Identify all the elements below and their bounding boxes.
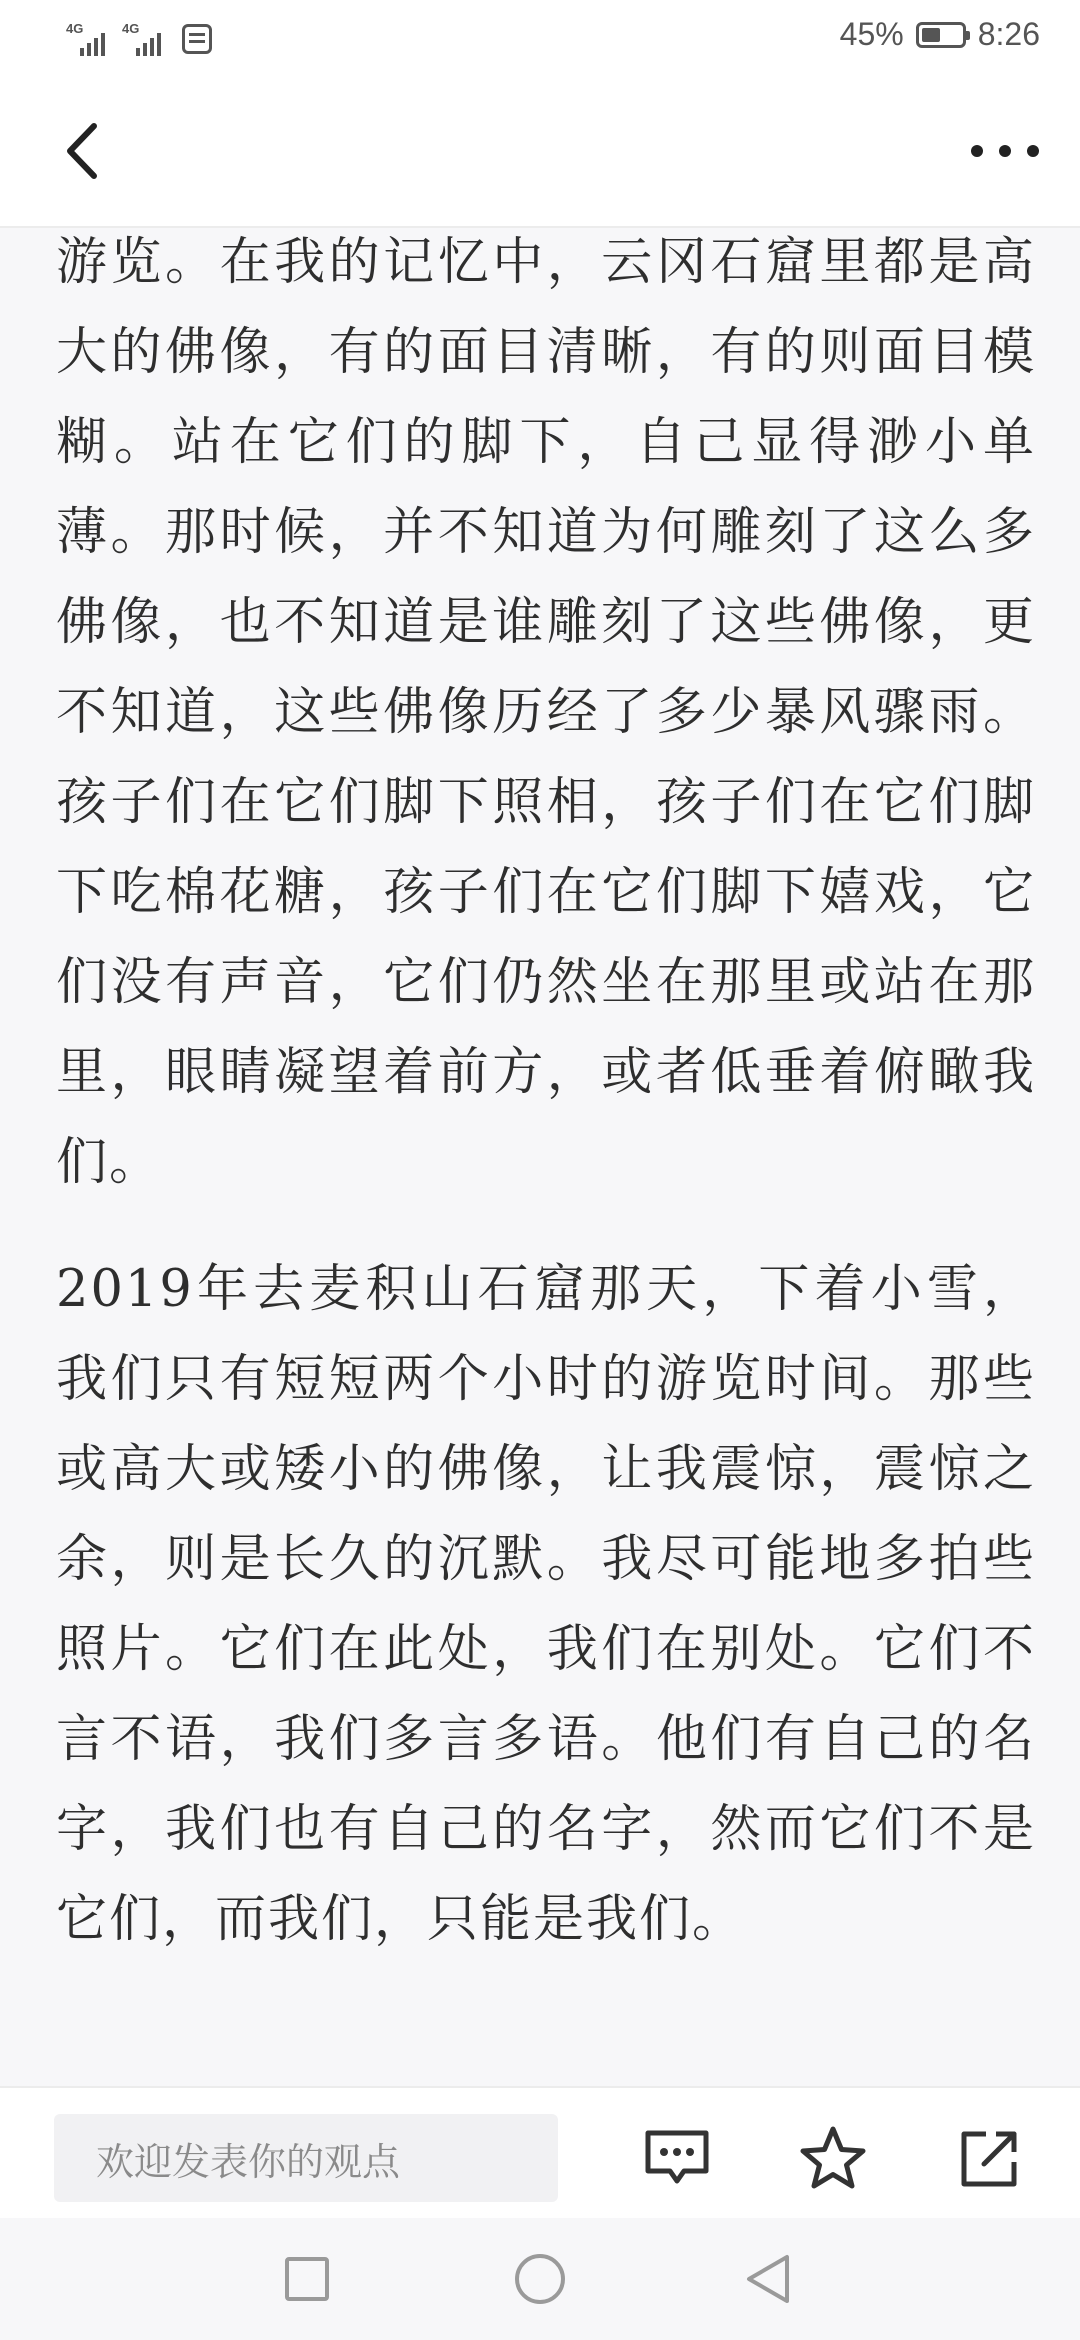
more-horizontal-icon (965, 141, 1045, 161)
home-button[interactable] (505, 2244, 575, 2314)
article-paragraph: 游览。在我的记忆中，云冈石窟里都是高大的佛像，有的面目清晰，有的则面目模糊。站在它们的脚下，自己显得渺小单薄。那时候，并不知道为何雕刻了这么多佛像，也不知道是谁雕刻了这些佛像，更不知道，这些佛像历经了多少暴风骤雨。孩子们在它们脚下照相，孩子们在它们脚下吃棉花糖，孩子们在它们脚下嬉戏，它们没有声音，它们仍然坐在那里或站在那里，眼睛凝望着前方，或者低垂着俯瞰我们。 (56, 233, 1036, 1192)
star-icon (798, 2124, 868, 2194)
battery-percent: 45% (839, 16, 904, 52)
circle-icon (512, 2251, 568, 2307)
more-options-button[interactable] (950, 106, 1060, 196)
comment-icon (642, 2127, 712, 2191)
system-back-button[interactable] (733, 2244, 803, 2314)
status-right (840, 16, 1040, 53)
signal-icon (66, 22, 112, 58)
chevron-left-icon (60, 116, 110, 186)
app-header (0, 76, 1080, 228)
comment-placeholder: 欢迎发表你的观点 (96, 2139, 401, 2184)
battery-icon (916, 22, 966, 48)
recents-button[interactable] (272, 2244, 342, 2314)
article-content (0, 228, 1080, 2086)
article-paragraph: 2019年去麦积山石窟那天，下着小雪，我们只有短短两个小时的游览时间。那些或高大或矮小的佛像，让我震惊，震惊之余，则是长久的沉默。我尽可能地多拍些照片。它们在此处，我们在别处。它们不言不语，我们多言多语。他们有自己的名字，我们也有自己的名字，然而它们不是它们，而我们，只能是我们。 (56, 1260, 1036, 1949)
favorite-button[interactable] (788, 2114, 878, 2204)
comments-button[interactable] (632, 2114, 722, 2204)
article-text (56, 228, 1036, 1965)
bottom-toolbar (0, 2086, 1080, 2218)
sim-card-icon (182, 24, 212, 54)
status-bar (0, 0, 1080, 76)
status-left (66, 18, 212, 58)
share-icon (956, 2126, 1022, 2192)
clock: 8:26 (977, 16, 1040, 52)
comment-input[interactable] (54, 2114, 558, 2202)
signal-icon (122, 22, 168, 58)
back-button[interactable] (40, 106, 130, 196)
triangle-back-icon (741, 2251, 795, 2307)
signal-label: 4G (122, 21, 140, 36)
share-button[interactable] (944, 2114, 1034, 2204)
signal-label: 4G (66, 21, 84, 36)
system-nav-bar (0, 2218, 1080, 2340)
square-icon (282, 2254, 332, 2304)
